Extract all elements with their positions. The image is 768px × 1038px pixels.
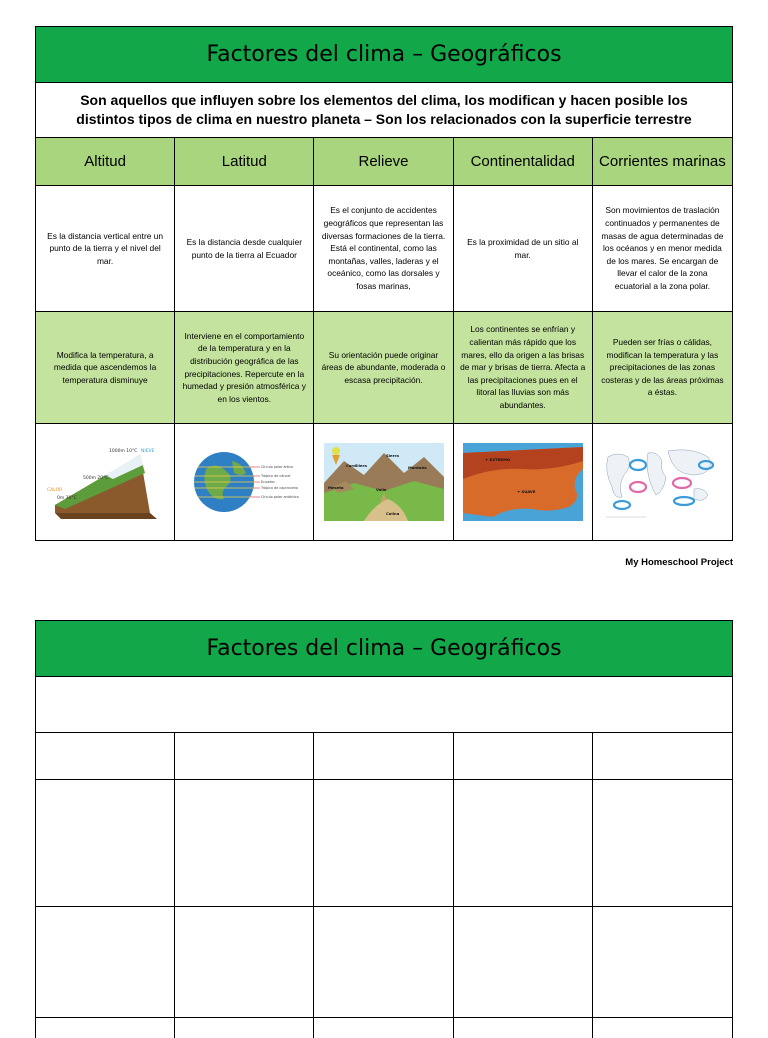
blank-cell — [314, 1018, 453, 1038]
image-cell-latitud — [175, 424, 314, 540]
svg-text:+ SUAVE: + SUAVE — [516, 489, 536, 494]
svg-text:NIEVE: NIEVE — [141, 449, 155, 454]
definition-continentalidad: Es la proximidad de un sitio al mar. — [454, 186, 593, 311]
effect-latitud: Interviene en el comportamiento de la temperatura y en la distribución geográfica de las precipitaciones. Repercute en la humedad y presión atmosférica y en los vientos. — [175, 312, 314, 423]
blank-cell — [454, 1018, 593, 1038]
svg-text:0m 30°C: 0m 30°C — [57, 496, 77, 501]
image-row — [36, 424, 732, 540]
blank-cell — [593, 780, 732, 906]
image-cell-altitud — [36, 424, 175, 540]
blank-cell — [593, 733, 732, 779]
blank-cell — [36, 780, 175, 906]
header-row — [36, 138, 732, 186]
intro-text: Son aquellos que influyen sobre los elementos del clima, los modifican y hacen posible los distintos tipos de clima en nuestro planeta – Son los relacionados con la superficie terrestre — [36, 83, 732, 138]
header-continentalidad: Continentalidad — [454, 138, 593, 185]
svg-text:1000m 10°C: 1000m 10°C — [109, 449, 138, 454]
blank-intro-box — [36, 677, 732, 733]
effect-altitud: Modifica la temperatura, a medida que ascendemos la temperatura disminuye — [36, 312, 175, 423]
svg-text:Valle: Valle — [375, 487, 386, 492]
blank-cell — [454, 733, 593, 779]
blank-header-row — [36, 733, 732, 780]
altitude-diagram-icon — [45, 443, 165, 521]
svg-text:Sierra: Sierra — [385, 453, 399, 458]
svg-text:Trópico de capricornio: Trópico de capricornio — [261, 486, 299, 490]
definition-relieve: Es el conjunto de accidentes geográficos que representan las diversas formaciones de la tierra. Está el continental, como las montañas, valles, laderas y el oceánico, como las dorsales y fosas marinas, — [314, 186, 453, 311]
effect-relieve: Su orientación puede originar áreas de abundante, moderada o escasa precipitación. — [314, 312, 453, 423]
blank-cell — [36, 733, 175, 779]
relief-landscape-icon — [324, 443, 444, 521]
blank-cell — [314, 733, 453, 779]
image-cell-continentalidad — [454, 424, 593, 540]
worksheet-blank-title: Factores del clima – Geográficos — [36, 621, 732, 677]
effect-row — [36, 312, 732, 424]
blank-cell — [454, 907, 593, 1017]
globe-latitude-icon — [184, 443, 304, 521]
definition-altitud: Es la distancia vertical entre un punto de la tierra y el nivel del mar. — [36, 186, 175, 311]
svg-text:Trópico de cáncer: Trópico de cáncer — [261, 474, 292, 478]
header-relieve: Relieve — [314, 138, 453, 185]
blank-cell — [314, 907, 453, 1017]
blank-cell — [454, 780, 593, 906]
blank-cell — [36, 907, 175, 1017]
svg-text:500m 20°C: 500m 20°C — [83, 476, 109, 481]
svg-text:Meseta: Meseta — [327, 485, 344, 490]
blank-cell — [175, 780, 314, 906]
svg-text:Círculo polar ártico: Círculo polar ártico — [261, 465, 294, 469]
worksheet-blank — [35, 620, 733, 1038]
blank-cell — [593, 1018, 732, 1038]
worksheet-title: Factores del clima – Geográficos — [36, 27, 732, 83]
blank-cell — [314, 780, 453, 906]
header-altitud: Altitud — [36, 138, 175, 185]
svg-text:Cordillera: Cordillera — [345, 463, 367, 468]
svg-text:Colina: Colina — [385, 511, 399, 516]
definition-corrientes-marinas: Son movimientos de traslación continuados y permanentes de masas de agua determinadas de los océanos y en menor medida de los mares. Se encargan de llevar el calor de la zona ecuatorial a la zona polar. — [601, 205, 724, 291]
svg-text:Montaña: Montaña — [407, 465, 427, 470]
header-corrientes-marinas: Corrientes marinas — [599, 153, 726, 170]
svg-text:+ EXTREMO: + EXTREMO — [484, 457, 510, 462]
blank-cell — [36, 1018, 175, 1038]
header-latitud: Latitud — [175, 138, 314, 185]
credit-text: My Homeschool Project — [625, 557, 733, 568]
definition-row — [36, 186, 732, 312]
blank-effect-row — [36, 907, 732, 1018]
blank-image-row — [36, 1018, 732, 1038]
svg-text:Ecuador: Ecuador — [261, 480, 276, 484]
effect-corrientes-marinas: Pueden ser frías o cálidas, modifican la temperatura y las precipitaciones de las zonas costeras y de las áreas próximas a éstas. — [601, 337, 724, 398]
blank-cell — [175, 1018, 314, 1038]
image-cell-relieve — [314, 424, 453, 540]
svg-text:CALOR: CALOR — [47, 488, 63, 493]
blank-cell — [175, 733, 314, 779]
ocean-currents-icon — [602, 443, 722, 521]
image-cell-corrientes — [593, 424, 732, 540]
effect-continentalidad: Los continentes se enfrían y calientan más rápido que los mares, ello da origen a las brisas de mar y brisas de tierra. Afecta a las precipitaciones pues en el litoral las lluvias son más abundantes. — [454, 312, 593, 423]
blank-cell — [175, 907, 314, 1017]
blank-cell — [593, 907, 732, 1017]
definition-latitud: Es la distancia desde cualquier punto de la tierra al Ecuador — [175, 186, 314, 311]
svg-text:Círculo polar antártico: Círculo polar antártico — [261, 495, 299, 499]
blank-definition-row — [36, 780, 732, 907]
worksheet-filled — [35, 26, 733, 541]
coast-map-icon — [463, 443, 583, 521]
